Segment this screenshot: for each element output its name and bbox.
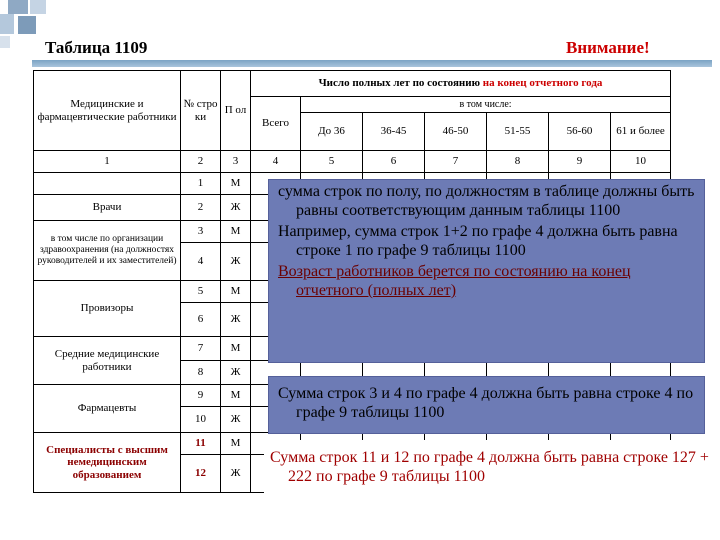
row-sex: М bbox=[221, 385, 251, 407]
note-2: Сумма строк 3 и 4 по графе 4 должна быть равна строке 4 по графе 9 таблицы 1100 bbox=[278, 385, 694, 421]
row-group-name: Средние медицинские работники bbox=[34, 337, 181, 385]
row-number: 10 bbox=[181, 407, 221, 433]
row-sex: Ж bbox=[221, 407, 251, 433]
note-3: Сумма строк 11 и 12 по графе 4 должна быть равна строке 127 + 222 по графе 9 таблицы 1100 bbox=[270, 449, 709, 485]
header-divider bbox=[32, 60, 712, 67]
col-number: 1 bbox=[34, 151, 181, 173]
row-group-name: в том числе по организации здравоохранения (на должностях руководителей и их заместителей) bbox=[34, 221, 181, 281]
row-sex: Ж bbox=[221, 455, 251, 493]
col-number: 6 bbox=[363, 151, 425, 173]
row-number: 12 bbox=[181, 455, 221, 493]
header-incl: в том числе: bbox=[301, 97, 671, 113]
decor-square-4 bbox=[18, 16, 36, 34]
age-header-1: До 36 bbox=[301, 113, 363, 151]
header-age-period bbox=[251, 71, 671, 97]
row-sex: М bbox=[221, 433, 251, 455]
decor-square-2 bbox=[30, 0, 46, 14]
col-number: 10 bbox=[611, 151, 671, 173]
row-group-name: Специалисты с высшим немедицинским образованием bbox=[34, 433, 181, 493]
note-box-2-text bbox=[278, 384, 698, 422]
row-number: 4 bbox=[181, 243, 221, 281]
page-title: Таблица 1109 bbox=[45, 38, 148, 57]
row-number: 2 bbox=[181, 195, 221, 221]
note-1-line-3: Возраст работников берется по состоянию на конец отчетного (полных лет) bbox=[278, 263, 631, 299]
row-number: 5 bbox=[181, 281, 221, 303]
row-sex: М bbox=[221, 173, 251, 195]
col-number: 5 bbox=[301, 151, 363, 173]
row-number: 8 bbox=[181, 361, 221, 385]
warning-label: Внимание! bbox=[566, 38, 650, 57]
row-group-name bbox=[34, 173, 181, 195]
row-group-name: Провизоры bbox=[34, 281, 181, 337]
col-number: 7 bbox=[425, 151, 487, 173]
row-number: 11 bbox=[181, 433, 221, 455]
age-header-0: Всего bbox=[251, 97, 301, 151]
note-box-1-text bbox=[278, 182, 698, 300]
row-number: 9 bbox=[181, 385, 221, 407]
age-header-3: 46-50 bbox=[425, 113, 487, 151]
header-age-period-highlight: на конец отчетного года bbox=[482, 77, 603, 90]
decor-square-5 bbox=[0, 36, 10, 48]
decor-square-1 bbox=[8, 0, 28, 14]
col-number: 3 bbox=[221, 151, 251, 173]
row-group-name: Фармацевты bbox=[34, 385, 181, 433]
row-sex: М bbox=[221, 337, 251, 361]
header-row-number: № стро ки bbox=[181, 71, 221, 151]
row-number: 3 bbox=[181, 221, 221, 243]
header-age-period-prefix: Число полных лет по состоянию bbox=[318, 77, 483, 90]
row-sex: Ж bbox=[221, 243, 251, 281]
col-number: 4 bbox=[251, 151, 301, 173]
age-header-4: 51-55 bbox=[487, 113, 549, 151]
age-header-2: 36-45 bbox=[363, 113, 425, 151]
row-sex: Ж bbox=[221, 361, 251, 385]
row-sex: М bbox=[221, 281, 251, 303]
col-number: 2 bbox=[181, 151, 221, 173]
row-sex: Ж bbox=[221, 303, 251, 337]
row-number: 1 bbox=[181, 173, 221, 195]
col-number: 8 bbox=[487, 151, 549, 173]
header-sex: П ол bbox=[221, 71, 251, 151]
row-number: 7 bbox=[181, 337, 221, 361]
row-sex: М bbox=[221, 221, 251, 243]
note-1-line-2: Например, сумма строк 1+2 по графе 4 должна быть равна строке 1 по графе 9 таблицы 1100 bbox=[278, 223, 678, 259]
row-sex: Ж bbox=[221, 195, 251, 221]
row-group-name: Врачи bbox=[34, 195, 181, 221]
note-1-line-1: сумма строк по полу, по должностям в таблице должны быть равны соответствующим данным таблицы 1100 bbox=[278, 183, 695, 219]
decor-square-3 bbox=[0, 14, 14, 34]
col-number: 9 bbox=[549, 151, 611, 173]
age-header-5: 56-60 bbox=[549, 113, 611, 151]
age-header-6: 61 и более bbox=[611, 113, 671, 151]
row-number: 6 bbox=[181, 303, 221, 337]
header-workers: Медицинские и фармацевтические работники bbox=[34, 71, 181, 151]
note-box-3-text bbox=[270, 448, 716, 486]
